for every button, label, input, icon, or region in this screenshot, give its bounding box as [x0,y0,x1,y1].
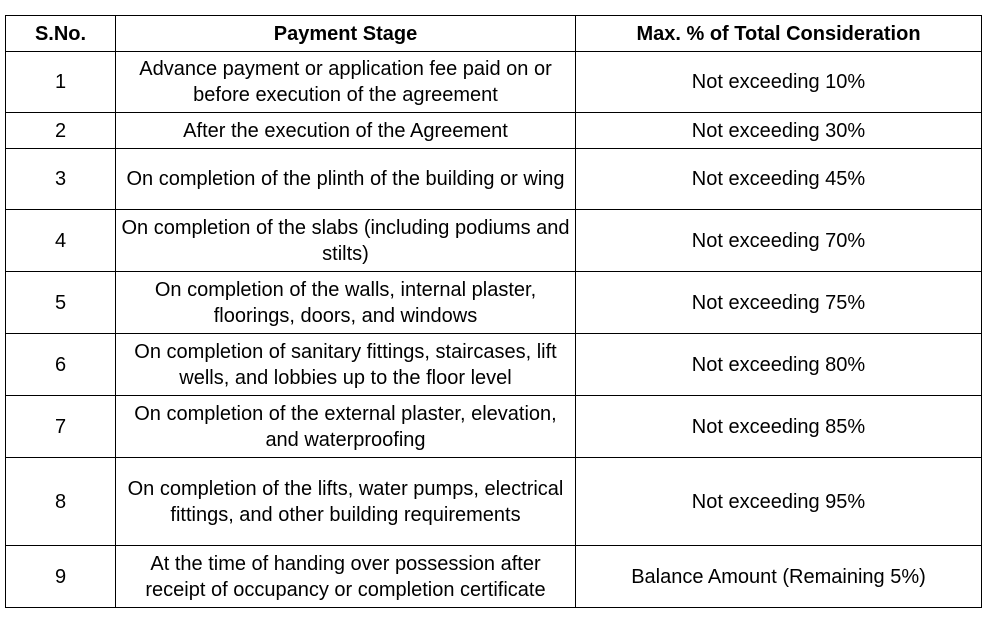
cell-payment-stage: At the time of handing over possession after receipt of occupancy or completion certificate [116,546,576,608]
cell-sno: 9 [6,546,116,608]
table-row [6,272,982,334]
cell-max-percent: Balance Amount (Remaining 5%) [576,546,982,608]
table-header-row [6,16,982,52]
payment-schedule-table-container [5,15,982,608]
cell-payment-stage: On completion of the lifts, water pumps, electrical fittings, and other building requirements [116,458,576,546]
cell-max-percent: Not exceeding 80% [576,334,982,396]
cell-payment-stage: On completion of sanitary fittings, staircases, lift wells, and lobbies up to the floor level [116,334,576,396]
cell-payment-stage: On completion of the external plaster, elevation, and waterproofing [116,396,576,458]
cell-max-percent: Not exceeding 30% [576,113,982,149]
cell-sno: 3 [6,149,116,210]
cell-max-percent: Not exceeding 95% [576,458,982,546]
cell-max-percent: Not exceeding 85% [576,396,982,458]
header-sno: S.No. [6,16,116,52]
header-payment-stage: Payment Stage [116,16,576,52]
cell-payment-stage: On completion of the walls, internal plaster, floorings, doors, and windows [116,272,576,334]
table-row [6,149,982,210]
cell-sno: 7 [6,396,116,458]
header-max-percent: Max. % of Total Consideration [576,16,982,52]
cell-max-percent: Not exceeding 10% [576,52,982,113]
cell-sno: 8 [6,458,116,546]
cell-max-percent: Not exceeding 70% [576,210,982,272]
cell-sno: 5 [6,272,116,334]
cell-payment-stage: Advance payment or application fee paid on or before execution of the agreement [116,52,576,113]
cell-max-percent: Not exceeding 75% [576,272,982,334]
cell-max-percent: Not exceeding 45% [576,149,982,210]
cell-sno: 2 [6,113,116,149]
table-row [6,334,982,396]
table-row [6,458,982,546]
cell-payment-stage: After the execution of the Agreement [116,113,576,149]
cell-sno: 4 [6,210,116,272]
table-row [6,396,982,458]
cell-payment-stage: On completion of the plinth of the building or wing [116,149,576,210]
table-row [6,546,982,608]
cell-sno: 6 [6,334,116,396]
cell-sno: 1 [6,52,116,113]
table-row [6,113,982,149]
table-row [6,52,982,113]
table-row [6,210,982,272]
payment-schedule-table [5,15,982,608]
cell-payment-stage: On completion of the slabs (including podiums and stilts) [116,210,576,272]
